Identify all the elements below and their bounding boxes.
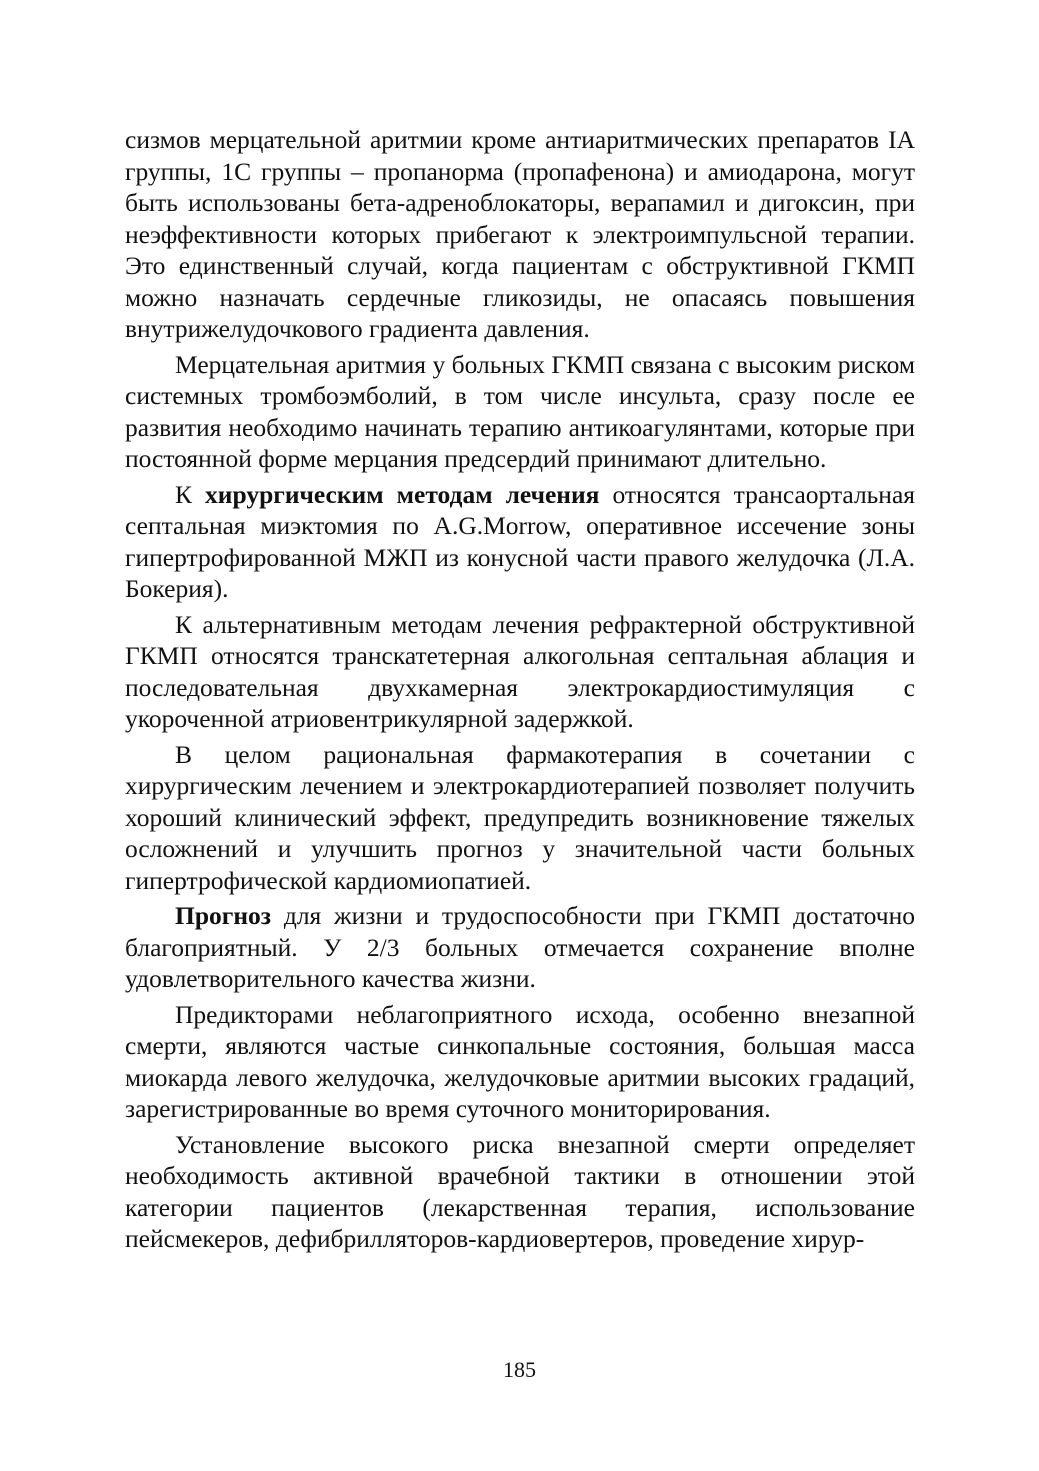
paragraph-text: относятся трансаортальная септальная миэктомия по A.G.Morrow, оперативное иссечение зоны гипертрофированной МЖП из конусной части правого желудочка (Л.А. Бокерия). (125, 479, 915, 603)
paragraph-predictors (125, 999, 915, 1125)
bold-term-prognosis: Прогноз (175, 901, 272, 930)
body-text (125, 124, 915, 1255)
paragraph-alternative-methods (125, 609, 915, 735)
paragraph-text: для жизни и трудоспособности при ГКМП достаточно благоприятный. У 2/3 больных отмечается сохранение вполне удовлетворительного качества жизни. (125, 901, 915, 993)
paragraph-prefix: К (175, 479, 206, 509)
paragraph-pharmacotherapy (125, 739, 915, 897)
page-number: 185 (503, 1357, 536, 1382)
bold-term-surgical-methods: хирургическим методам лечения (205, 479, 600, 509)
paragraph-text: Мерцательная аритмия у больных ГКМП связана с высоким риском системных тромбоэмболий, в том числе инсульта, сразу после ее развития необходимо начинать терапию антикоагулянтами, которые при постоянной форме мерцания предсердий принимают длительно. (125, 349, 915, 473)
paragraph-atrial-fibrillation (125, 349, 915, 475)
paragraph-continuation (125, 124, 915, 345)
paragraph-surgical-methods (125, 479, 915, 605)
paragraph-text: Установление высокого риска внезапной смерти определяет необходимость активной врачебной тактики в отношении этой категории пациентов (лекарственная терапия, использование пейсмекеров, дефибрилляторов-кардиовертеров, проведение хирур- (125, 1129, 915, 1253)
paragraph-text: сизмов мерцательной аритмии кроме антиаритмических препаратов IA группы, 1C группы – пропанорма (пропафенона) и амиодарона, могут быть использованы бета-адреноблокаторы, верапамил и дигоксин, при неэффективности которых прибегают к электроимпульсной терапии. Это единственный случай, когда пациентам с обструктивной ГКМП можно назначать сердечные гликозиды, не опасаясь повышения внутрижелудочкового градиента давления. (125, 125, 915, 343)
paragraph-text: В целом рациональная фармакотерапия в сочетании с хирургическим лечением и электрокардиотерапией позволяет получить хороший клинический эффект, предупредить возникновение тяжелых осложнений и улучшить прогноз у значительной части больных гипертрофической кардиомиопатией. (125, 739, 915, 895)
paragraph-text: Предикторами неблагоприятного исхода, особенно внезапной смерти, являются частые синкопальные состояния, большая масса миокарда левого желудочка, желудочковые аритмии высоких градаций, зарегистрированные во время суточного мониторирования. (125, 999, 915, 1123)
paragraph-prognosis (125, 900, 915, 995)
paragraph-high-risk (125, 1129, 915, 1255)
paragraph-text: К альтернативным методам лечения рефрактерной обструктивной ГКМП относятся транскатетерная алкогольная септальная аблация и последовательная двухкамерная электрокардиостимуляция с укороченной атриовентрикулярной задержкой. (125, 609, 915, 733)
